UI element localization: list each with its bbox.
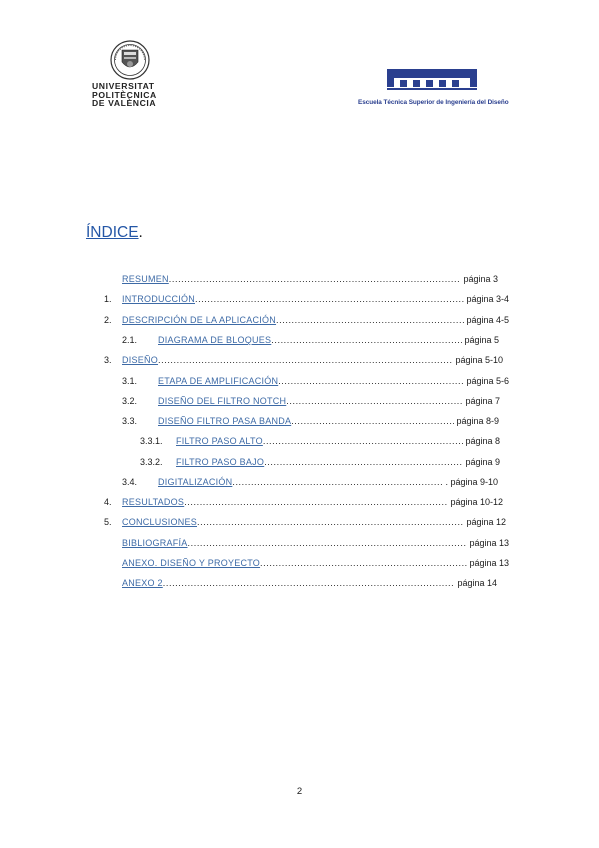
toc-entry-number: 3. <box>104 355 112 365</box>
toc-entry <box>0 313 599 327</box>
upv-logo-line: DE VALÈNCIA <box>92 98 157 109</box>
toc-entry <box>0 414 599 428</box>
toc-entry-link[interactable]: CONCLUSIONES <box>122 517 198 527</box>
toc-entry-page: página 14 <box>457 578 497 588</box>
index-heading <box>86 224 143 242</box>
toc-entry <box>0 536 599 550</box>
toc-entry-link[interactable]: DIAGRAMA DE BLOQUES <box>158 335 272 345</box>
toc-entry-link[interactable]: ANEXO 2 <box>122 578 163 588</box>
toc-entry-page: página 13 <box>469 558 509 568</box>
toc-entry-number: 3.2. <box>122 396 138 406</box>
toc-entry <box>0 434 599 448</box>
toc-entry-page: página 9 <box>465 457 500 467</box>
toc-entry-link[interactable]: DESCRIPCIÓN DE LA APLICACIÓN <box>122 315 277 325</box>
toc-entry-page: página 3-4 <box>466 294 509 304</box>
upv-logo-line: UNIVERSITAT <box>92 81 155 91</box>
toc-dot-leader <box>264 455 463 469</box>
toc-dot-leader <box>232 475 443 489</box>
toc-entry-link[interactable]: DISEÑO DEL FILTRO NOTCH <box>158 396 287 406</box>
etsid-logo-text: Escuela Técnica Superior de Ingeniería del Diseño <box>358 99 509 106</box>
upv-logo <box>92 40 170 108</box>
toc-entry-link[interactable]: DISEÑO <box>122 355 159 365</box>
toc-entry-page: página 5-6 <box>466 376 509 386</box>
toc-entry-link[interactable]: RESULTADOS <box>122 497 185 507</box>
toc-entry <box>0 576 599 590</box>
toc-dot-leader <box>271 333 462 347</box>
index-title: ÍNDICE <box>86 224 139 241</box>
toc-entry <box>0 272 599 286</box>
toc-entry <box>0 515 599 529</box>
toc-dot-leader <box>184 495 448 509</box>
toc-entry-link[interactable]: INTRODUCCIÓN <box>122 294 195 304</box>
page-number: 2 <box>296 786 303 797</box>
upv-logo-line: POLITÈCNICA <box>92 89 157 100</box>
toc-entry-page: página 8-9 <box>456 416 499 426</box>
toc-entry-page: página 10-12 <box>450 497 503 507</box>
toc-dot-leader <box>158 353 453 367</box>
toc-dot-leader <box>188 536 468 550</box>
toc-dot-leader <box>276 313 464 327</box>
toc-dot-leader <box>278 374 464 388</box>
toc-entry-link[interactable]: DIGITALIZACIÓN <box>158 477 233 487</box>
toc-entry <box>0 394 599 408</box>
toc-entry-number: 2. <box>104 315 112 325</box>
toc-entry-link[interactable]: RESUMEN <box>122 274 169 284</box>
toc-entry <box>0 495 599 509</box>
toc-dot-leader <box>197 515 464 529</box>
toc-entry <box>0 333 599 347</box>
toc-entry <box>0 455 599 469</box>
index-title-suffix: . <box>138 224 143 241</box>
toc-entry-page: página 3 <box>463 274 498 284</box>
toc-entry-page: . página 9-10 <box>445 477 498 487</box>
toc-entry-page: página 13 <box>469 538 509 548</box>
toc-entry-number: 3.1. <box>122 376 138 386</box>
toc-dot-leader <box>286 394 463 408</box>
toc-dot-leader <box>263 434 464 448</box>
toc-entry <box>0 292 599 306</box>
toc-entry-link[interactable]: ANEXO. DISEÑO Y PROYECTO <box>122 558 261 568</box>
toc-entry-number: 3.3.2. <box>140 457 163 467</box>
upv-seal-icon <box>106 40 154 80</box>
toc-entry-number: 5. <box>104 517 112 527</box>
toc-dot-leader <box>195 292 464 306</box>
etsid-logo <box>358 66 510 106</box>
toc-entry-number: 4. <box>104 497 112 507</box>
toc-entry-page: página 12 <box>466 517 506 527</box>
toc-dot-leader <box>169 272 462 286</box>
toc-entry-link[interactable]: BIBLIOGRAFÍA <box>122 538 188 548</box>
toc-entry-number: 1. <box>104 294 112 304</box>
toc-entry-page: página 4-5 <box>466 315 509 325</box>
toc-entry-number: 3.4. <box>122 477 138 487</box>
toc-entry-link[interactable]: FILTRO PASO ALTO <box>176 436 263 446</box>
toc-entry-page: página 5 <box>464 335 499 345</box>
toc-entry-number: 2.1. <box>122 335 138 345</box>
toc-entry-page: página 7 <box>465 396 500 406</box>
toc-entry-page: página 8 <box>465 436 500 446</box>
etsid-building-icon <box>358 66 510 92</box>
toc-entry <box>0 475 599 489</box>
toc-entry <box>0 556 599 570</box>
toc-entry <box>0 353 599 367</box>
toc-entry-link[interactable]: FILTRO PASO BAJO <box>176 457 265 467</box>
toc-dot-leader <box>260 556 467 570</box>
toc-dot-leader <box>163 576 456 590</box>
toc-entry-page: página 5-10 <box>455 355 503 365</box>
toc-entry-link[interactable]: ETAPA DE AMPLIFICACIÓN <box>158 376 279 386</box>
toc-dot-leader <box>291 414 454 428</box>
toc-entry-number: 3.3.1. <box>140 436 163 446</box>
toc-entry <box>0 374 599 388</box>
toc-entry-number: 3.3. <box>122 416 138 426</box>
toc-entry-link[interactable]: DISEÑO FILTRO PASA BANDA <box>158 416 292 426</box>
